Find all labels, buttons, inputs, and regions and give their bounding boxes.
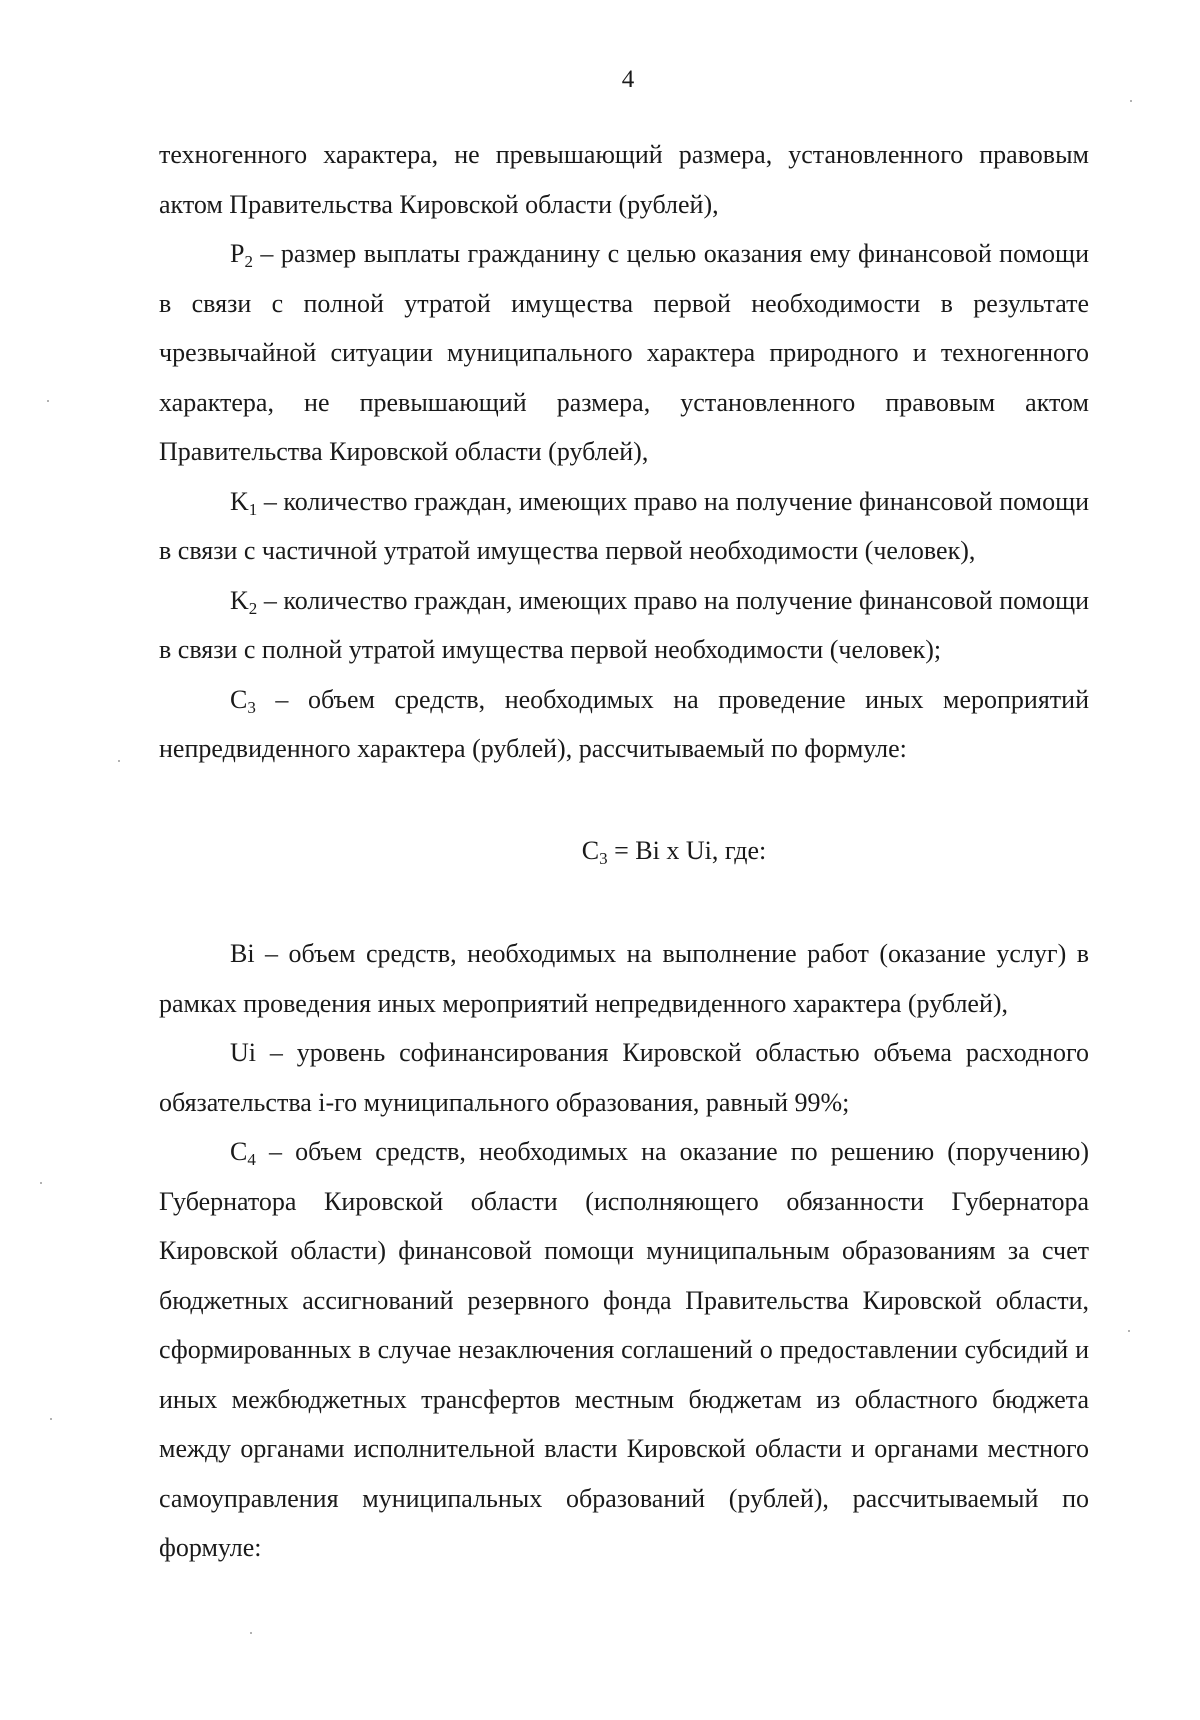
formula-symbol: C (581, 835, 600, 865)
scan-speck (1128, 1330, 1130, 1332)
scan-speck (47, 400, 49, 402)
variable-symbol: K (230, 585, 249, 615)
formula-subscript: 3 (599, 848, 608, 868)
variable-subscript: 2 (248, 598, 258, 618)
variable-symbol: P (230, 239, 245, 268)
formula-c3 (159, 826, 1089, 876)
paragraph-p2-definition: $P_2$ – размер выплаты гражданину с целью оказания ему финансовой помощи в связи с полной утратой имущества первой необходимости в результате чрезвычайной ситуации муниципального характера природного и техногенного характера, не превышающий размера, установленного правовым актом Правительства Кировской области (рублей), (159, 239, 1089, 466)
variable-subscript: 4 (247, 1150, 256, 1169)
scan-speck (50, 1418, 52, 1420)
variable-symbol: C (230, 1137, 248, 1166)
paragraph-k2-definition: $K_2$ – количество граждан, имеющих право на получение финансовой помощи в связи с полной утратой имущества первой необходимости (человек); (159, 585, 1089, 664)
scan-speck (250, 1632, 252, 1634)
scan-speck (40, 1182, 42, 1184)
paragraph-continuation: техногенного характера, не превышающий размера, установленного правовым актом Правительства Кировской области (рублей), (159, 140, 1089, 219)
variable-symbol: K (230, 486, 249, 516)
variable-subscript: 3 (247, 697, 256, 717)
variable-subscript: 2 (244, 252, 253, 271)
scan-speck (1130, 100, 1132, 102)
variable-symbol: C (230, 684, 248, 714)
scan-speck (118, 760, 120, 762)
paragraph-c4-definition: $C_4$ – объем средств, необходимых на оказание по решению (поручению) Губернатора Кировской области (исполняющего обязанности Губернатора Кировской области) финансовой помощи муниципальным образованиям за счет бюджетных ассигнований резервного фонда Правительства Кировской области, сформированных в случае незаключения соглашений о предоставлении субсидий и иных межбюджетных трансфертов местным бюджетам из областного бюджета между органами исполнительной власти Кировской области и органами местного самоуправления муниципальных образований (рублей), рассчитываемый по формуле: (159, 1137, 1089, 1562)
page-number: 4 (621, 66, 635, 93)
variable-subscript: 1 (248, 499, 258, 519)
paragraph-c3-definition: $C_3$ – объем средств, необходимых на проведение иных мероприятий непредвиденного характера (рублей), рассчитываемый по формуле: (159, 684, 1089, 763)
document-body (159, 130, 1089, 1573)
formula-expression: = Bi x Ui, где: (607, 835, 767, 865)
paragraph-k1-definition: $K_1$ – количество граждан, имеющих право на получение финансовой помощи в связи с частичной утратой имущества первой необходимости (человек), (159, 486, 1089, 565)
paragraph-bi-definition: Bi – объем средств, необходимых на выполнение работ (оказание услуг) в рамках проведения иных мероприятий непредвиденного характера (рублей), (159, 939, 1089, 1018)
paragraph-ui-definition: Ui – уровень софинансирования Кировской областью объема расходного обязательства i-го муниципального образования, равный 99%; (159, 1038, 1089, 1117)
